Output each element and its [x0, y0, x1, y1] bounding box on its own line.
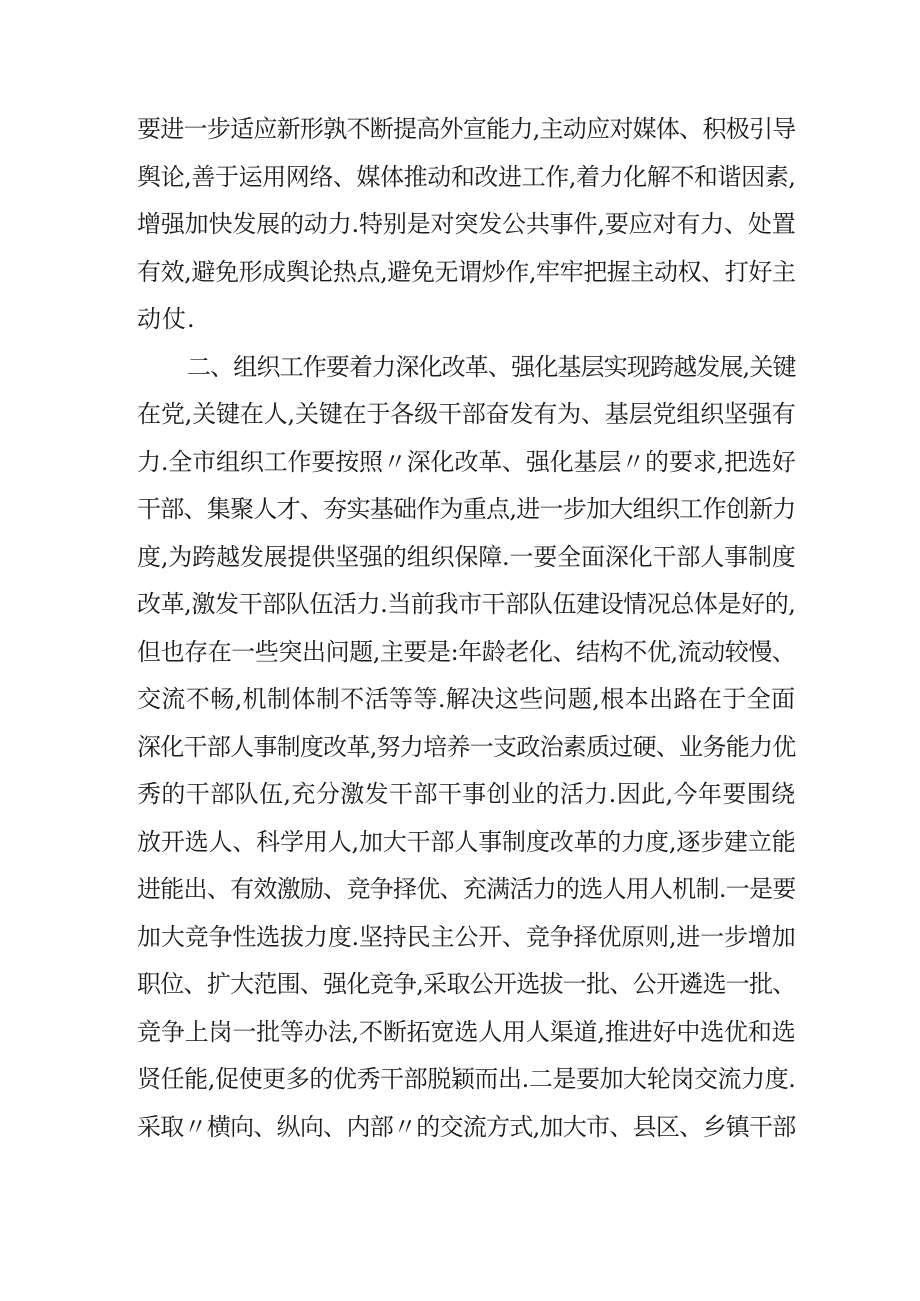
text-line: 放开选人、科学用人,加大干部人事制度改革的力度,逐步建立能	[137, 827, 796, 856]
text-line: 干部、集聚人才、夯实基础作为重点,进一步加大组织工作创新力	[137, 495, 796, 523]
text-line: 力.全市组织工作要按照〃深化改革、强化基层〃的要求,把选好	[137, 447, 796, 476]
text-line: 贤任能,促使更多的优秀干部脱颖而出.二是要加大轮岗交流力度.	[137, 1065, 796, 1093]
text-line: 深化干部人事制度改革,努力培养一支政治素质过硬、业务能力优	[137, 732, 796, 761]
text-line: 改革,激发干部队伍活力.当前我市干部队伍建设情况总体是好的,	[137, 590, 796, 618]
text-line: 竞争上岗一批等办法,不断拓宽选人用人渠道,推进好中选优和选	[137, 1017, 796, 1046]
text-line: 进能出、有效激励、竞争择优、充满活力的选人用人机制.一是要	[137, 875, 796, 903]
text-line: 度,为跨越发展提供坚强的组织保障.一要全面深化干部人事制度	[137, 542, 796, 571]
text-line: 动仗.	[137, 305, 196, 333]
text-line: 有效,避免形成舆论热点,避免无谓炒作,牢牢把握主动权、打好主	[137, 257, 796, 286]
text-line: 要进一步适应新形孰不断提高外宣能力,主动应对媒体、积极引导	[137, 115, 796, 143]
text-line: 舆论,善于运用网络、媒体推动和改进工作,着力化解不和谐因素,	[137, 162, 796, 191]
paragraph-start-line: 二、组织工作要着力深化改革、强化基层实现跨越发展,关键	[187, 352, 796, 381]
text-line: 秀的干部队伍,充分激发干部干事创业的活力.因此,今年要围绕	[137, 780, 796, 808]
text-line: 增强加快发展的动力.特别是对突发公共事件,要应对有力、处置	[137, 210, 796, 238]
text-line: 采取〃横向、纵向、内部〃的交流方式,加大市、县区、乡镇干部	[137, 1112, 796, 1141]
text-line: 加大竞争性选拔力度.坚持民主公开、竞争择优原则,进一步增加	[137, 922, 796, 951]
text-line: 交流不畅,机制体制不活等等.解决这些问题,根本出路在于全面	[137, 685, 796, 713]
text-line: 职位、扩大范围、强化竞争,采取公开选拔一批、公开遴选一批、	[137, 970, 796, 998]
text-line: 但也存在一些突出问题,主要是:年龄老化、结构不优,流动较慢、	[137, 637, 796, 666]
body-text	[137, 106, 797, 1151]
text-line: 在党,关键在人,关键在于各级干部奋发有为、基层党组织坚强有	[137, 400, 796, 428]
